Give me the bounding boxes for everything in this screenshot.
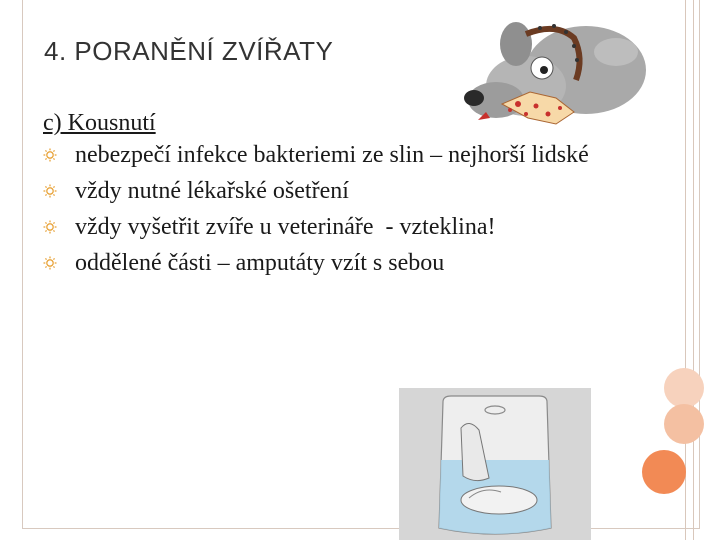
bullet-text: oddělené části – amputáty vzít s sebou	[69, 250, 445, 276]
bullet-list	[43, 140, 643, 278]
decor-line	[685, 0, 686, 540]
decor-circle-accent	[642, 450, 686, 494]
subheading: c) Kousnutí	[43, 110, 156, 136]
decor-circle	[664, 368, 704, 408]
bullet-item	[43, 212, 643, 242]
dog-biting-illustration	[456, 8, 652, 138]
bullet-text: nebezpečí infekce bakteriemi ze slin – nejhorší lidské	[69, 142, 589, 168]
bullet-item	[43, 140, 643, 170]
amputated-part-in-bag-photo	[399, 388, 591, 540]
bullet-item	[43, 248, 643, 278]
decor-line	[693, 0, 694, 540]
bullet-item	[43, 176, 643, 206]
decor-circle	[664, 404, 704, 444]
sun-bullet-icon	[43, 148, 57, 162]
sun-bullet-icon	[43, 220, 57, 234]
slide-title: 4. PORANĚNÍ ZVÍŘATY	[44, 36, 334, 66]
bullet-text: vždy vyšetřit zvíře u veterináře - vzteklina!	[69, 214, 496, 240]
bullet-text: vždy nutné lékařské ošetření	[69, 178, 349, 204]
bag-illustration	[399, 388, 591, 540]
sun-bullet-icon	[43, 184, 57, 198]
sun-bullet-icon	[43, 256, 57, 270]
